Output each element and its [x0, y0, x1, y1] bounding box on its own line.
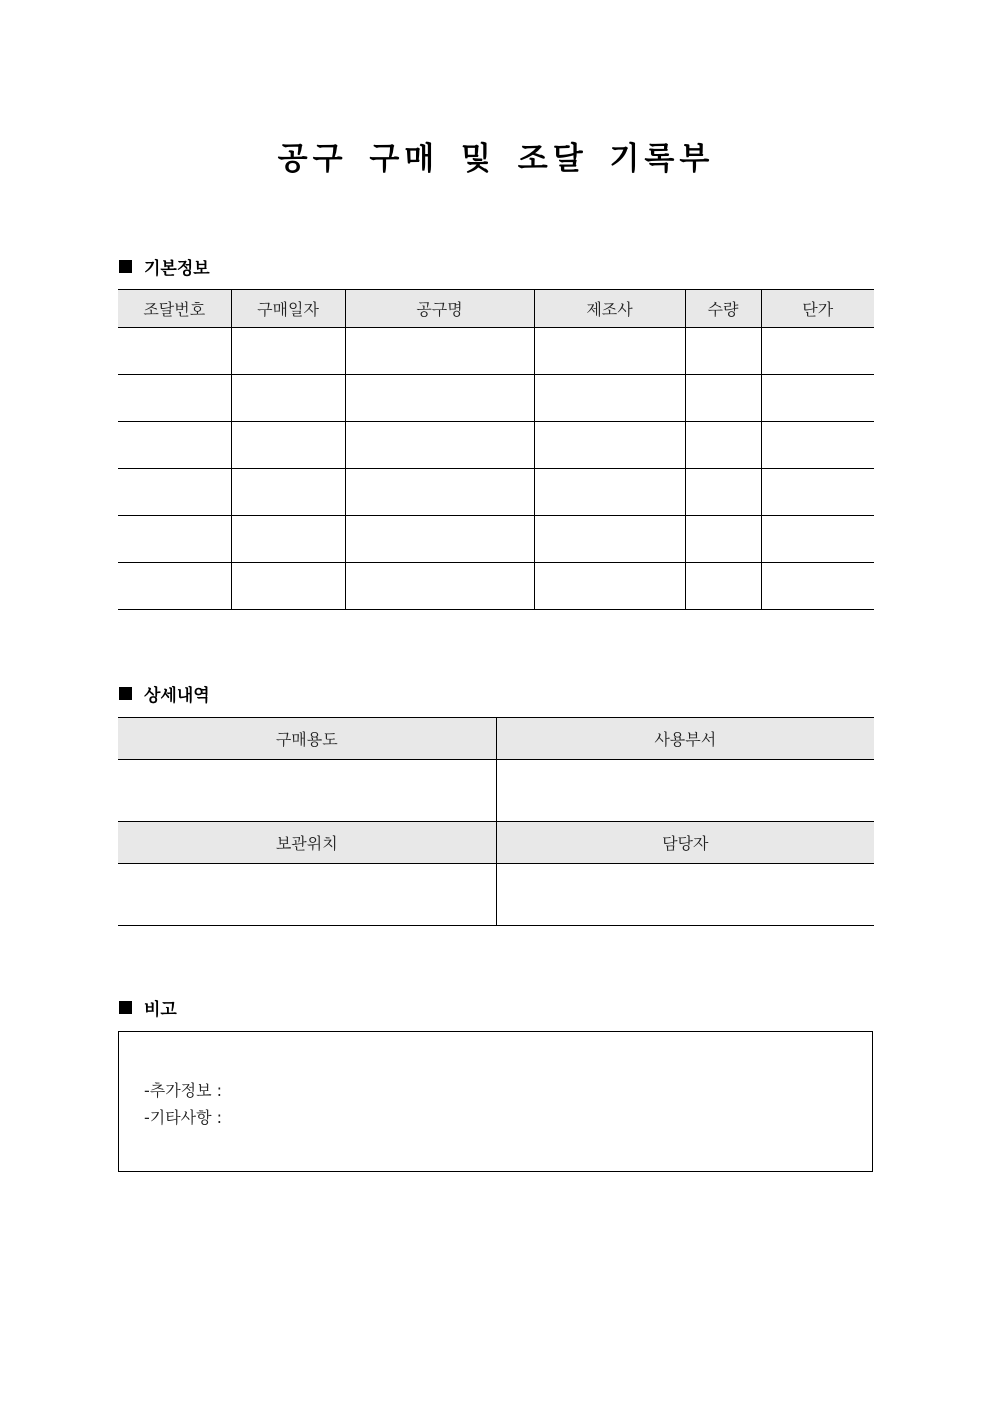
column-header-manufacturer: 제조사: [534, 290, 685, 328]
field-value-person-in-charge[interactable]: [496, 864, 874, 926]
table-header-row: [118, 290, 874, 328]
document-title: 공구 구매 및 조달 기록부: [277, 141, 715, 177]
remark-line-additional-info: -추가정보 :: [144, 1081, 223, 1100]
table-cell[interactable]: [231, 375, 345, 422]
table-cell[interactable]: [685, 563, 761, 610]
table-cell[interactable]: [761, 563, 874, 610]
section-heading-basic-info: [119, 254, 210, 279]
table-row: [118, 375, 874, 422]
table-header-row: [118, 718, 874, 760]
table-cell[interactable]: [231, 328, 345, 375]
table-cell[interactable]: [685, 328, 761, 375]
table-cell[interactable]: [761, 375, 874, 422]
table-cell[interactable]: [345, 422, 534, 469]
column-header-purchase-date: 구매일자: [231, 290, 345, 328]
section-heading-label: 상세내역: [144, 686, 210, 706]
section-heading-label: 기본정보: [144, 259, 210, 279]
table-cell[interactable]: [761, 422, 874, 469]
table-cell[interactable]: [761, 516, 874, 563]
basic-info-table: [118, 289, 874, 610]
table-cell[interactable]: [534, 469, 685, 516]
column-header-unit-price: 단가: [761, 290, 874, 328]
table-cell[interactable]: [118, 328, 231, 375]
table-cell[interactable]: [761, 328, 874, 375]
details-table: [118, 717, 874, 926]
table-cell[interactable]: [118, 422, 231, 469]
table-cell[interactable]: [685, 422, 761, 469]
remarks-box[interactable]: [118, 1031, 873, 1172]
table-cell[interactable]: [685, 516, 761, 563]
table-row: [118, 760, 874, 822]
table-cell[interactable]: [118, 375, 231, 422]
table-cell[interactable]: [345, 375, 534, 422]
square-bullet-icon: [119, 260, 132, 273]
table-row: [118, 516, 874, 563]
table-cell[interactable]: [685, 375, 761, 422]
table-cell[interactable]: [345, 469, 534, 516]
table-cell[interactable]: [231, 469, 345, 516]
field-value-storage-location[interactable]: [118, 864, 496, 926]
remark-line-other-notes: -기타사항 :: [144, 1108, 223, 1127]
table-row: [118, 563, 874, 610]
table-cell[interactable]: [231, 422, 345, 469]
field-label-person-in-charge: 담당자: [496, 822, 874, 864]
table-cell[interactable]: [534, 328, 685, 375]
table-cell[interactable]: [118, 516, 231, 563]
field-value-using-department[interactable]: [496, 760, 874, 822]
table-cell[interactable]: [534, 563, 685, 610]
table-header-row: [118, 822, 874, 864]
table-cell[interactable]: [345, 328, 534, 375]
table-cell[interactable]: [761, 469, 874, 516]
section-heading-remarks: [119, 995, 177, 1020]
square-bullet-icon: [119, 687, 132, 700]
column-header-tool-name: 공구명: [345, 290, 534, 328]
column-header-quantity: 수량: [685, 290, 761, 328]
table-cell[interactable]: [231, 516, 345, 563]
field-label-purchase-purpose: 구매용도: [118, 718, 496, 760]
table-cell[interactable]: [534, 375, 685, 422]
section-heading-label: 비고: [144, 1000, 177, 1020]
square-bullet-icon: [119, 1001, 132, 1014]
table-cell[interactable]: [534, 516, 685, 563]
field-value-purchase-purpose[interactable]: [118, 760, 496, 822]
field-label-using-department: 사용부서: [496, 718, 874, 760]
table-cell[interactable]: [685, 469, 761, 516]
table-row: [118, 864, 874, 926]
table-cell[interactable]: [534, 422, 685, 469]
table-row: [118, 422, 874, 469]
column-header-procurement-no: 조달번호: [118, 290, 231, 328]
table-cell[interactable]: [345, 563, 534, 610]
table-cell[interactable]: [118, 469, 231, 516]
table-cell[interactable]: [231, 563, 345, 610]
table-cell[interactable]: [345, 516, 534, 563]
section-heading-details: [119, 681, 210, 706]
field-label-storage-location: 보관위치: [118, 822, 496, 864]
table-row: [118, 328, 874, 375]
table-row: [118, 469, 874, 516]
table-cell[interactable]: [118, 563, 231, 610]
